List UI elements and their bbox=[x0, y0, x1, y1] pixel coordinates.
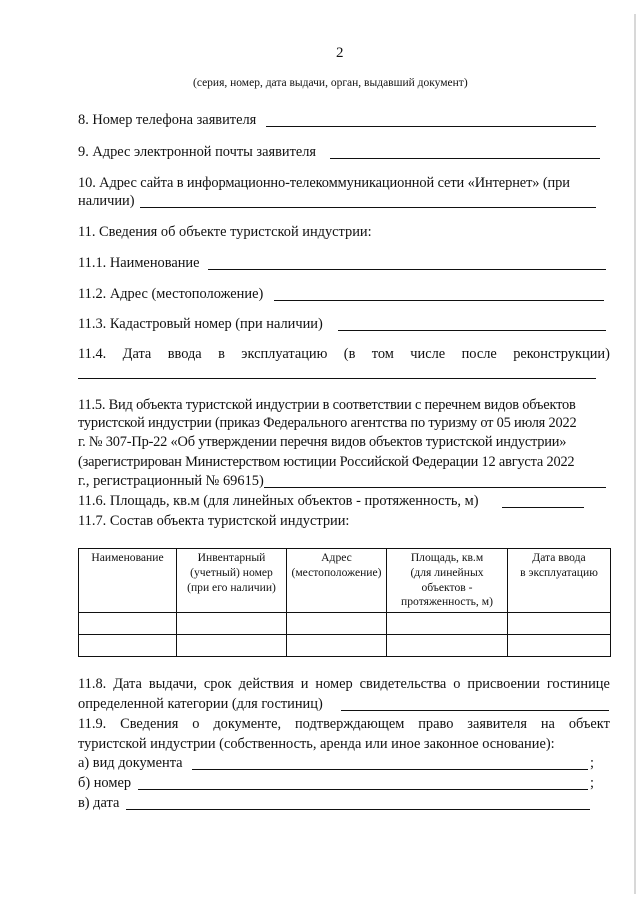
table-cell bbox=[387, 635, 508, 657]
word: 11.4. bbox=[78, 346, 107, 362]
header-line: Дата ввода bbox=[532, 551, 586, 564]
col-header-inventory-number bbox=[177, 549, 287, 613]
word: реконструкции) bbox=[513, 346, 610, 362]
item-11-5-blank bbox=[264, 487, 606, 488]
word: гостинице bbox=[546, 676, 610, 692]
word: выдачи, bbox=[148, 676, 197, 692]
col-header-name bbox=[79, 549, 177, 613]
item-11-4-line bbox=[78, 347, 610, 361]
item-9-blank bbox=[330, 158, 600, 159]
item-10-blank bbox=[140, 207, 596, 208]
header-line: (местоположение) bbox=[291, 565, 382, 579]
table-cell bbox=[79, 635, 177, 657]
table-cell bbox=[508, 635, 611, 657]
header-line: (для линейных bbox=[410, 565, 484, 579]
word: Дата bbox=[113, 676, 142, 692]
col-header-area bbox=[387, 549, 508, 613]
item-11-6-label: 11.6. Площадь, кв.м (для линейных объектов - протяженность, м) bbox=[78, 493, 479, 509]
table-cell bbox=[287, 635, 387, 657]
word: право bbox=[418, 716, 454, 732]
word: объект bbox=[568, 716, 610, 732]
col-header-commissioning-date bbox=[508, 549, 611, 613]
object-composition-table bbox=[78, 548, 611, 657]
word: подтверждающем bbox=[294, 716, 405, 732]
table-cell bbox=[387, 613, 508, 635]
item-8-blank bbox=[266, 126, 596, 127]
item-11-5-line-4: (зарегистрирован Министерством юстиции Российской Федерации 12 августа 2022 bbox=[78, 454, 575, 470]
word: действия bbox=[238, 676, 294, 692]
word: о bbox=[453, 676, 461, 692]
header-line: протяженность, м) bbox=[401, 595, 493, 609]
item-8-label: 8. Номер телефона заявителя bbox=[78, 112, 257, 128]
word: и bbox=[300, 676, 309, 692]
header-line: объектов - bbox=[421, 580, 473, 594]
header-line: (учетный) номер bbox=[190, 565, 273, 579]
table-cell bbox=[177, 613, 287, 635]
word: 11.8. bbox=[78, 676, 107, 692]
item-11-8-line-1 bbox=[78, 677, 610, 691]
table-cell bbox=[79, 613, 177, 635]
item-11-5-line-2: туристской индустрии (приказ Федерального агентства по туризму от 05 июля 2022 bbox=[78, 415, 577, 431]
word: свидетельства bbox=[359, 676, 447, 692]
item-11-6-blank bbox=[502, 507, 584, 508]
col-header-address bbox=[287, 549, 387, 613]
item-11-2-label: 11.2. Адрес (местоположение) bbox=[78, 286, 264, 302]
item-11-1-blank bbox=[208, 269, 606, 270]
item-11-7-label: 11.7. Состав объекта туристской индустрии: bbox=[78, 513, 350, 529]
item-11-9-a-blank bbox=[192, 769, 588, 770]
item-11-8-line-2: определенной категории (для гостиниц) bbox=[78, 696, 323, 712]
item-11-9-line-2: туристской индустрии (собственность, аренда или иное законное основание): bbox=[78, 736, 555, 752]
item-11-3-blank bbox=[338, 330, 606, 331]
scan-edge-shadow bbox=[634, 14, 636, 894]
word: Дата bbox=[122, 346, 152, 362]
header-line: Наименование bbox=[91, 551, 164, 564]
item-11-5-line-5: г., регистрационный № 69615) bbox=[78, 473, 264, 489]
table-row bbox=[79, 635, 611, 657]
item-11-5-line-1: 11.5. Вид объекта туристской индустрии в соответствии с перечнем видов объектов bbox=[78, 397, 576, 413]
table-cell bbox=[287, 613, 387, 635]
header-line: Адрес bbox=[321, 551, 352, 564]
item-11-9-a-label: а) вид документа bbox=[78, 755, 183, 771]
item-11-1-label: 11.1. Наименование bbox=[78, 255, 200, 271]
word: на bbox=[540, 716, 555, 732]
item-11-4-blank bbox=[78, 378, 596, 379]
item-11-9-v-blank bbox=[126, 809, 590, 810]
word: в bbox=[218, 346, 225, 362]
word: Сведения bbox=[120, 716, 179, 732]
item-10-line-2: наличии) bbox=[78, 193, 135, 209]
word: ввода bbox=[167, 346, 202, 362]
word: после bbox=[461, 346, 497, 362]
item-11-9-b-blank bbox=[138, 789, 588, 790]
item-11-2-blank bbox=[274, 300, 604, 301]
header-line: Площадь, кв.м bbox=[410, 551, 484, 564]
word: заявителя bbox=[467, 716, 527, 732]
word: (в bbox=[343, 346, 356, 362]
word: присвоении bbox=[467, 676, 540, 692]
item-10-line-1: 10. Адрес сайта в информационно-телекоммуникационной сети «Интернет» (при bbox=[78, 175, 570, 191]
table-cell bbox=[177, 635, 287, 657]
item-11-9-a-semicolon: ; bbox=[590, 755, 594, 771]
item-9-label: 9. Адрес электронной почты заявителя bbox=[78, 144, 317, 160]
table-header-row bbox=[79, 549, 611, 613]
item-11-9-v-label: в) дата bbox=[78, 795, 120, 811]
header-line: в эксплуатацию bbox=[520, 565, 598, 579]
word: числе bbox=[410, 346, 446, 362]
item-11-5-line-3: г. № 307-Пр-22 «Об утверждении перечня видов объектов туристской индустрии» bbox=[78, 434, 567, 450]
header-line: (при его наличии) bbox=[187, 580, 276, 594]
item-11-heading: 11. Сведения об объекте туристской индустрии: bbox=[78, 224, 372, 240]
word: эксплуатацию bbox=[241, 346, 328, 362]
word: документе, bbox=[213, 716, 282, 732]
document-caption: (серия, номер, дата выдачи, орган, выдавший документ) bbox=[193, 77, 468, 89]
table-row bbox=[79, 613, 611, 635]
item-11-9-b-semicolon: ; bbox=[590, 775, 594, 791]
table-cell bbox=[508, 613, 611, 635]
word: номер bbox=[315, 676, 353, 692]
page-number: 2 bbox=[336, 45, 344, 61]
word: 11.9. bbox=[78, 716, 107, 732]
item-11-8-blank bbox=[341, 710, 609, 711]
word: срок bbox=[203, 676, 232, 692]
header-line: Инвентарный bbox=[197, 551, 266, 564]
item-11-9-b-label: б) номер bbox=[78, 775, 132, 791]
word: том bbox=[371, 346, 394, 362]
word: о bbox=[192, 716, 200, 732]
item-11-3-label: 11.3. Кадастровый номер (при наличии) bbox=[78, 316, 323, 332]
item-11-9-line-1 bbox=[78, 717, 610, 731]
